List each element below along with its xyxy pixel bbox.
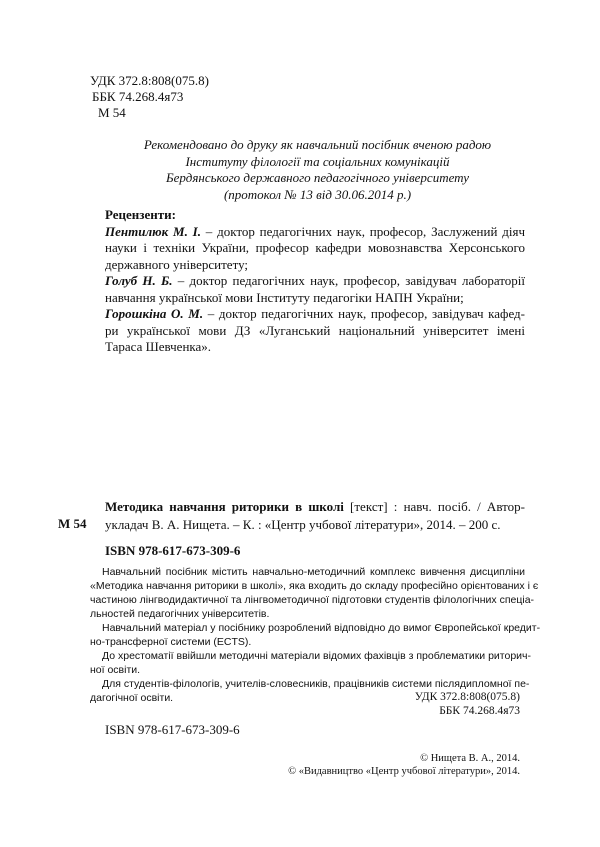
- copyright-publisher: © «Видавництво «Центр учбової літератури», 2014.: [288, 766, 520, 777]
- reviewer-1-name: Пентилюк М. І.: [105, 223, 201, 239]
- annotation-line: частиною лінгводидактичної та лінгвометодичної підготовки студентів філологічних спеціа-: [90, 594, 535, 606]
- annotation-line: ної освіти.: [90, 664, 141, 676]
- reviewer-2-text: – доктор педагогічних наук, професор, завідувач лабораторії: [172, 273, 526, 288]
- catalog-author-mark: М 54: [58, 516, 87, 531]
- annotation-line: но-трансферної системи (ECTS).: [90, 636, 252, 648]
- reviewer-1-text: – доктор педагогічних наук, професор, Заслужений діяч: [200, 223, 525, 239]
- catalog-line: укладач В. А. Нищета. – К. : «Центр учбової літератури», 2014. – 200 с.: [105, 517, 501, 532]
- reviewer-2-name: Голуб Н. Б.: [105, 273, 173, 288]
- udk-code: УДК 372.8:808(075.8): [90, 73, 209, 88]
- reviewer-2-line: навчання української мови Інституту педагогіки НАПН України;: [105, 289, 464, 305]
- recommendation-line: Рекомендовано до друку як навчальний посібник вченою радою: [143, 137, 492, 152]
- catalog-isbn: ISBN 978-617-673-309-6: [105, 543, 241, 558]
- annotation-line: Навчальний посібник містить навчально-методичний комплекс вивчення дисципліни: [102, 566, 525, 578]
- author-mark: М 54: [98, 105, 126, 120]
- recommendation-line: Бердянського державного педагогічного університету: [165, 170, 470, 185]
- reviewer-3-line: ри української мови ДЗ «Луганський національний університет імені: [105, 322, 525, 338]
- reviewer-1-line: [105, 224, 525, 241]
- copyright-block: [288, 752, 520, 778]
- catalog-text: [текст] : навч. посіб. / Автор-: [343, 499, 525, 514]
- bbk-code: ББК 74.268.4я73: [92, 89, 184, 104]
- footer-isbn: ISBN 978-617-673-309-6: [105, 722, 240, 737]
- recommendation-line: Інституту філології та соціальних комунікацій: [185, 153, 450, 169]
- annotation-line: «Методика навчання риторики в школі», яка входить до складу професійно орієнтованих і є: [90, 580, 539, 592]
- catalog-line: [105, 498, 525, 516]
- reviewer-3-text: – доктор педагогічних наук, професор, завідувач кафед-: [203, 306, 526, 321]
- copyright-author: © Нищета В. А., 2014.: [420, 753, 520, 764]
- reviewer-1-line: науки і техніки України, професор кафедри мовознавства Херсонського: [105, 240, 525, 255]
- book-title: Методика навчання риторики в школі: [105, 499, 344, 514]
- annotation-line: льностей педагогічних університетів.: [90, 608, 270, 620]
- recommendation-note: [120, 137, 515, 203]
- annotation-line: До хрестоматії ввійшли методичні матеріали відомих фахівців з проблематики риторич-: [102, 650, 531, 662]
- reviewer-2-line: [105, 273, 525, 290]
- annotation-line: дагогічної освіти.: [90, 692, 174, 704]
- reviewer-3-line: Тараса Шевченка».: [105, 339, 212, 354]
- footer-bbk: ББК 74.268.4я73: [439, 705, 520, 717]
- reviewer-3-line: [105, 306, 525, 323]
- footer-udk: УДК 372.8:808(075.8): [414, 691, 520, 703]
- classification-codes: [90, 73, 209, 121]
- reviewer-3-name: Горошкіна О. М.: [105, 306, 204, 321]
- annotation-line: Для студентів-філологів, учителів-словесників, працівників системи післядипломної пе-: [102, 678, 530, 690]
- reviewers-heading: Рецензенти:: [105, 207, 176, 222]
- recommendation-line: (протокол № 13 від 30.06.2014 р.): [223, 186, 412, 202]
- reviewer-1-line: державного університету;: [105, 256, 249, 272]
- reviewers-block: [105, 207, 525, 356]
- catalog-record: [105, 498, 525, 534]
- annotation: [90, 565, 541, 705]
- annotation-line: Навчальний матеріал у посібнику розроблений відповідно до вимог Європейської кредит-: [102, 622, 541, 634]
- footer-codes: [415, 690, 520, 718]
